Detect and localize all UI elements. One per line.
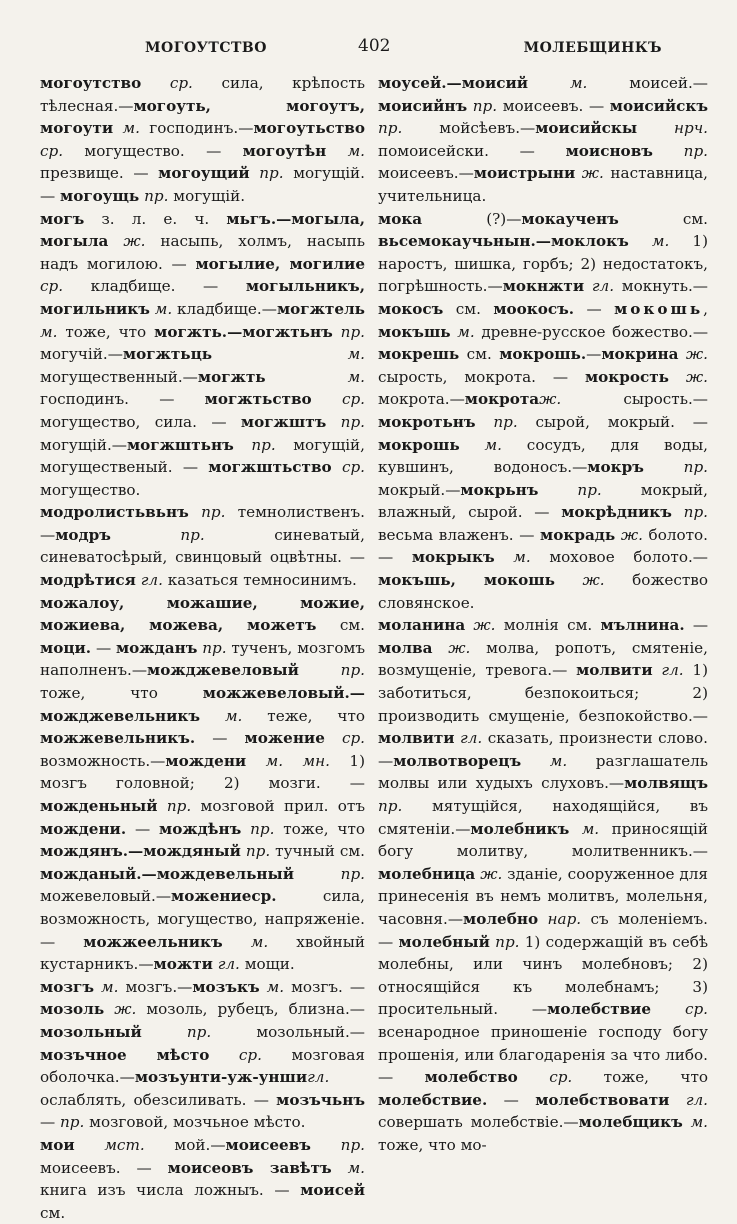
left_column-entry: модролистьвьнъ пр. темнолиственъ. —модръ пр. синеватый, синеватосѣрый, свинцовый оцвѣтны. — модрѣтися гл. казаться темносинимъ. — [40, 503, 365, 590]
left_column-entry: мозгъ м. мозгъ.—мозъкъ м. мозгъ. — мозоль ж. мозоль, рубецъ, близна.— мозольный пр. мозольный.— мозъчное мѣсто ср. мозговая оболочка.—мозъунти-уж-уншигл. ослаблять, обезсиливать. — мозъчьнъ — пр. мозговой, мозчьное мѣсто. — [40, 977, 366, 1132]
header-right-guide-word: МОЛЕБЩИНКЪ — [523, 40, 662, 56]
right_column-entry: мока (?)—мокаученъ см. вьсемокаучьнын.—моклокъ м. 1) наростъ, шишка, горбъ; 2) недостатокъ, погрѣшность.—мокнжти гл. мокнуть.—мокосъ см. моокосъ. — мокошь, мокъшь м. древне-русское божество.—мокрешь см. мокрошь.—мокрина ж. сырость, мокрота. — мокрость ж. мокрота.—мокротаж. сырость.—мокротьнъ пр. сырой, мокрый. — мокрошь м. сосудъ, для воды, кувшинъ, водоносъ.—мокръ пр. мокрый.—мокрьнъ пр. мокрый, влажный, сырой. — мокрѣдникъ пр. весьма влаженъ. — мокрадь ж. болото. — мокрыкъ м. моховое болото.—мокъшь, мокошь ж. божество словянское. — [378, 209, 709, 612]
header-left-guide-word: МОГОУТСТВО — [145, 40, 267, 56]
left_column-entry: могъ з. л. е. ч. мьгъ.—могыла, могыла ж. насыпь, холмъ, насыпь надъ могилою. — могылие, могилие ср. кладбище. — могыльникъ, могильникъ м. кладбище.—могжтель м. тоже, что могжть.—могжтьнъ пр. могучій.—могжтьць м. могущественный.—могжть м. господинъ. — могжтьство ср. могущество, сила. — могжштъ пр. могущій.—могжштьнъ пр. могущій, могущественый. — могжштьство ср. могущество. — [40, 209, 366, 499]
left_column-entry: можалоу, можашие, можие, можиева, можева, можетъ см. моци. — можданъ пр. тученъ, мозгомъ наполненъ.—можджевеловый пр. тоже, что можжевеловый.—можджевельникъ м. теже, что можжевельникъ. — можение ср. возможность.—мождени м. мн. 1) мозгъ головной; 2) мозги. — можденьный пр. мозговой прил. отъ мождени. — мождѣнъ пр. тоже, что мождянъ.—мождяный пр. тучный см. можданый.—мождевельный пр. можевеловый.—можениеср. сила, возможность, могущество, напряженіе. — можжеельникъ м. хвойный кустарникъ.—можти гл. мощи. — [40, 593, 366, 974]
left-column — [40, 72, 365, 1224]
page-number: 402 — [358, 36, 391, 56]
right_column-entry: моусей.—моисий м. моисей.— моисийнъ пр. моисеевъ. — моисийскъ пр. мойсѣевъ.—моисийскы нрч. помоисейски. — моисновъ пр. моисеевъ.—моистрыни ж. наставница, учительница. — [378, 74, 708, 205]
right-column — [378, 72, 708, 1157]
running-head — [40, 36, 707, 62]
left_column-entry: мои мст. мой.—моисеевъ пр. моисеевъ. — моисеовъ завѣтъ м. книга изъ числа ложныъ. — моисей см. — [40, 1135, 365, 1222]
right_column-entry: моланина ж. молнія см. мълнина. — молва ж. молва, ропотъ, смятеніе, возмущеніе, тревога.— молвити гл. 1) заботиться, безпокоиться; 2) производить смущеніе, безпокойство.— молвити гл. сказать, произнести слово.—молвотворецъ м. разглашатель молвы или худыхъ слуховъ.—молвящъ пр. мятущійся, находящійся, въ смятеніи.—молебникъ м. приносящій богу молитву, молитвенникъ.—молебница ж. зданіе, сооруженное для принесенія въ немъ молитвъ, молельня, часовня.—молебно нар. съ моленіемъ. — молебный пр. 1) содержащій въ себѣ молебны, или чинъ молебновъ; 2) относящійся къ молебнамъ; 3) просительный. —молебствие ср. всенародное приношеніе господу богу прошенія, или благодаренія за что либо. — молебство ср. тоже, что молебствие. — молебствовати гл. совершать молебствіе.—молебщикъ м. тоже, что мо- — [378, 616, 709, 1154]
left_column-entry: могоутство ср. сила, крѣпость тѣлесная.—могоуть, могоутъ, могоути м. господинъ.—могоутьство ср. могущество. — могоутѣн м. презвище. — могоущий пр. могущій. — могоущь пр. могущій. — [40, 74, 365, 205]
